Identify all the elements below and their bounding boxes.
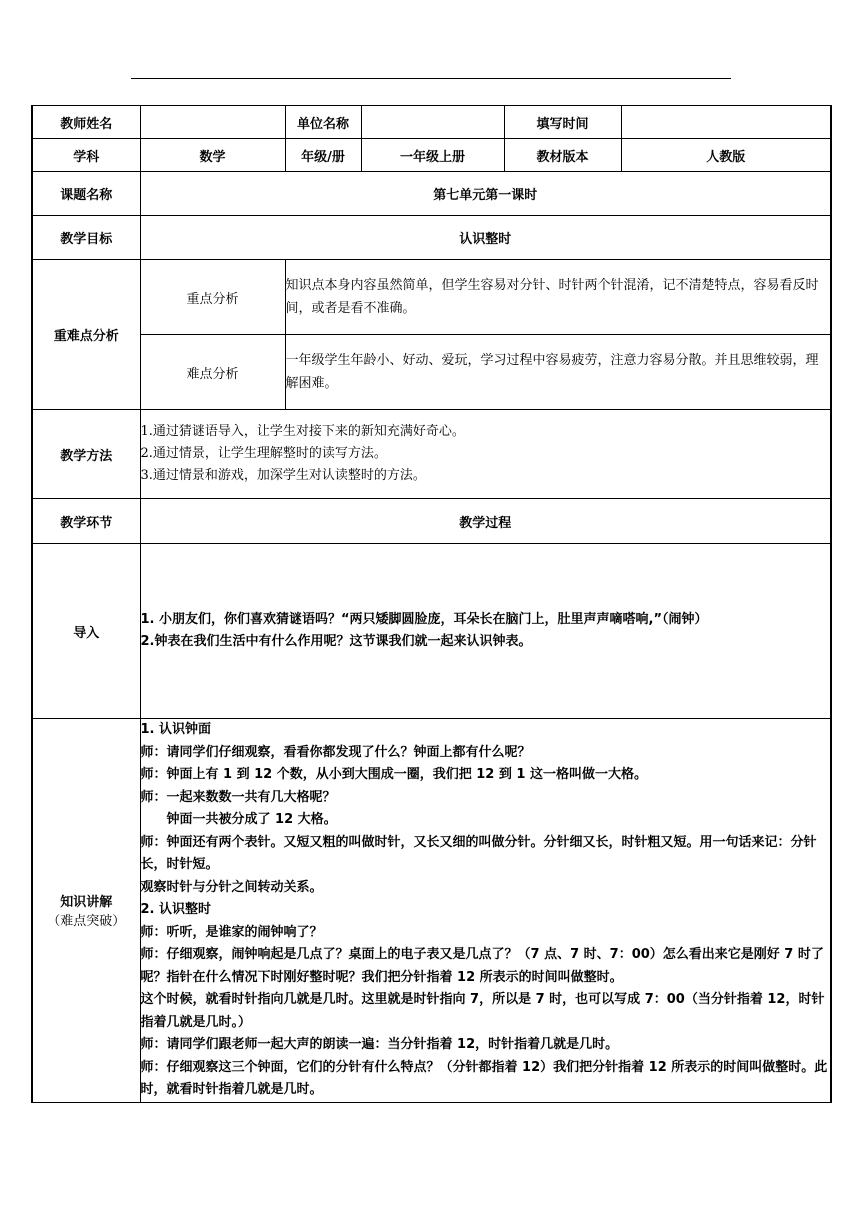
knowledge-line: 师：听听，是谁家的闹钟响了？ [140, 924, 323, 940]
subject-value: 数学 [140, 139, 285, 172]
knowledge-line: 师：仔细观察这三个钟面，它们的分针有什么特点？（分针都指着 12）我们把分针指着 12 所表示的时间叫做整时。此时，就看时针指着几就是几时。 [140, 1059, 828, 1097]
difficult-analysis-text: 一年级学生年龄小、好动、爱玩，学习过程中容易疲劳，注意力容易分散。并且思维较弱，理解困难。 [285, 335, 831, 410]
method-list [140, 410, 831, 499]
intro-label: 导入 [32, 544, 140, 719]
unit-name-value[interactable] [361, 106, 504, 139]
knowledge-label-line2: （难点突破） [47, 914, 126, 930]
subject-label: 学科 [32, 139, 140, 172]
knowledge-label-line1: 知识讲解 [60, 895, 113, 911]
row-difficult-analysis [32, 335, 831, 410]
row-teacher-info [32, 106, 831, 139]
knowledge-line: 1. 认识钟面 [140, 722, 212, 737]
row-method [32, 410, 831, 499]
analysis-label: 重难点分析 [32, 260, 140, 410]
knowledge-line: 师：请同学们仔细观察，看看你都发现了什么？钟面上都有什么呢？ [140, 744, 531, 760]
knowledge-line: 师：钟面还有两个表针。又短又粗的叫做时针，又长又细的叫做分针。分针细又长，时针粗又短。用一句话来记：分针长，时针短。 [140, 834, 817, 872]
process-stage-label: 教学环节 [32, 499, 140, 544]
header-rule [131, 78, 731, 79]
intro-line: 1. 小朋友们，你们喜欢猜谜语吗？“两只矮脚圆脸庞，耳朵长在脑门上，肚里声声嘀嗒响,”（闹钟） [140, 612, 708, 627]
method-item: 1.通过猜谜语导入，让学生对接下来的新知充满好奇心。 [140, 424, 465, 439]
unit-name-label: 单位名称 [285, 106, 361, 139]
knowledge-line: 师：仔细观察，闹钟响起是几点了？桌面上的电子表又是几点了？（7 点、7 时、7：00）怎么看出来它是刚好 7 时了呢？指针在什么情况下时刚好整时呢？我们把分针指着 12 所表示的时间叫做整时。 [140, 947, 824, 985]
row-subject-info [32, 139, 831, 172]
grade-value: 一年级上册 [361, 139, 504, 172]
knowledge-line: 师：请同学们跟老师一起大声的朗读一遍：当分针指着 12，时针指着几就是几时。 [140, 1037, 619, 1052]
knowledge-line: 这个时候，就看时针指向几就是几时。这里就是时针指向 7，所以是 7 时，也可以写成 7：00（当分针指着 12，时针指着几就是几时。） [140, 992, 825, 1030]
fill-time-label: 填写时间 [504, 106, 621, 139]
topic-value: 第七单元第一课时 [140, 172, 831, 216]
intro-line: 2.钟表在我们生活中有什么作用呢？这节课我们就一起来认识钟表。 [140, 634, 532, 649]
knowledge-line: 钟面一共被分成了 12 大格。 [166, 812, 337, 827]
row-topic [32, 172, 831, 216]
knowledge-line: 观察时针与分针之间转动关系。 [140, 879, 323, 895]
row-knowledge [32, 719, 831, 1103]
teacher-name-value[interactable] [140, 106, 285, 139]
method-item: 3.通过情景和游戏，加深学生对认读整时的方法。 [140, 468, 426, 483]
row-goal [32, 216, 831, 260]
method-label: 教学方法 [32, 410, 140, 499]
teacher-name-label: 教师姓名 [32, 106, 140, 139]
key-analysis-label: 重点分析 [140, 260, 285, 335]
knowledge-line: 师：一起来数数一共有几大格呢？ [140, 789, 336, 805]
goal-value: 认识整时 [140, 216, 831, 260]
knowledge-line: 2. 认识整时 [140, 902, 212, 917]
key-analysis-text: 知识点本身内容虽然简单，但学生容易对分针、时针两个针混淆，记不清楚特点，容易看反时间，或者是看不准确。 [285, 260, 831, 335]
row-intro [32, 544, 831, 719]
goal-label: 教学目标 [32, 216, 140, 260]
method-item: 2.通过情景，让学生理解整时的读写方法。 [140, 446, 387, 461]
topic-label: 课题名称 [32, 172, 140, 216]
row-key-analysis [32, 260, 831, 335]
grade-label: 年级/册 [285, 139, 361, 172]
edition-value: 人教版 [621, 139, 831, 172]
row-process-header [32, 499, 831, 544]
knowledge-label [32, 719, 140, 1103]
fill-time-value[interactable] [621, 106, 831, 139]
edition-label: 教材版本 [504, 139, 621, 172]
knowledge-line: 师：钟面上有 1 到 12 个数，从小到大围成一圈，我们把 12 到 1 这一格叫做一大格。 [140, 767, 647, 782]
process-header-value: 教学过程 [140, 499, 831, 544]
lesson-plan-table [31, 105, 832, 1103]
difficult-analysis-label: 难点分析 [140, 335, 285, 410]
knowledge-content [140, 719, 831, 1103]
intro-content [140, 544, 831, 719]
